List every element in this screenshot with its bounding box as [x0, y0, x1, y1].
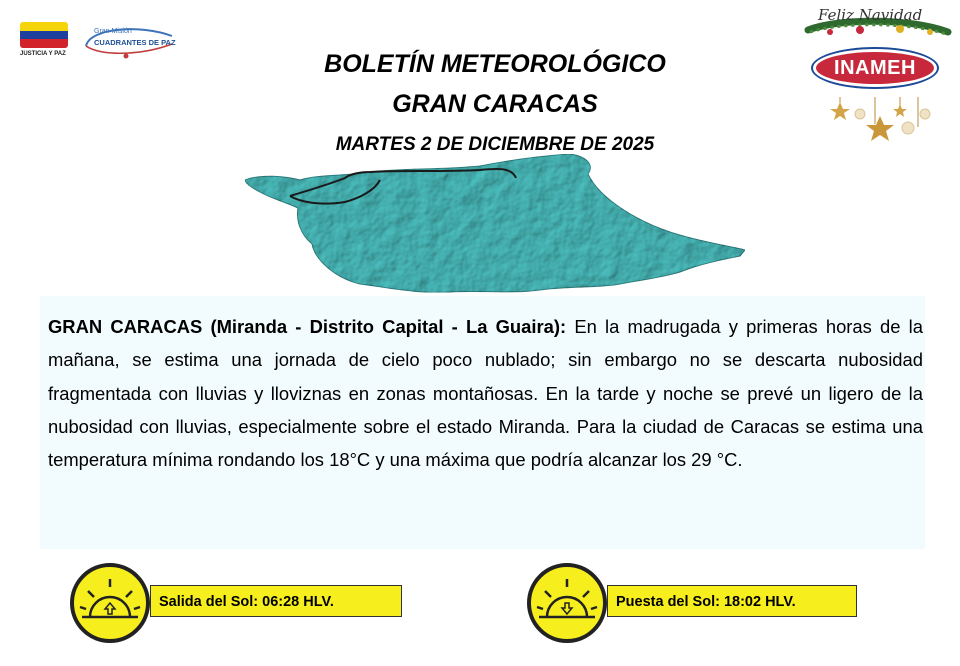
forecast-region: GRAN CARACAS (Miranda - Distrito Capital - La Guaira): [48, 316, 567, 337]
venezuela-flag-icon [20, 22, 68, 48]
sunrise-time: Salida del Sol: 06:28 HLV. [150, 585, 402, 617]
inameh-badge: INAMEH [816, 52, 934, 84]
map-region-shape [245, 154, 745, 292]
forecast-panel [40, 296, 925, 549]
gran-caracas-map [240, 150, 750, 300]
mission-line2: CUADRANTES DE PAZ [94, 38, 176, 47]
bulletin-title: BOLETÍN METEOROLÓGICO [324, 50, 666, 78]
sunrise-icon [70, 563, 150, 643]
forecast-body: En la madrugada y primeras horas de la mañana, se estima una jornada de cielo poco nublado; sin embargo no se descarta nubosidad fragmentada con lluvias y lloviznas en zonas montañosas. En la tarde y noche se prevé un ligero de la nubosidad con lluvias, especialmente sobre el estado Miranda. Para la ciudad de Caracas se estima una temperatura mínima rondando los 18°C y una máxima que podría alcanzar los 29 °C. [48, 316, 923, 471]
mission-line1: Gran Misión [94, 28, 132, 35]
forecast-paragraph [48, 310, 923, 476]
bulletin-date: MARTES 2 DE DICIEMBRE DE 2025 [335, 134, 655, 155]
holiday-greeting: Feliz Navidad [818, 6, 923, 24]
gov-caption: JUSTICIA Y PAZ [20, 51, 66, 57]
region-title: GRAN CARACAS [392, 90, 598, 118]
sunset-icon [527, 563, 607, 643]
sunset-time: Puesta del Sol: 18:02 HLV. [607, 585, 857, 617]
